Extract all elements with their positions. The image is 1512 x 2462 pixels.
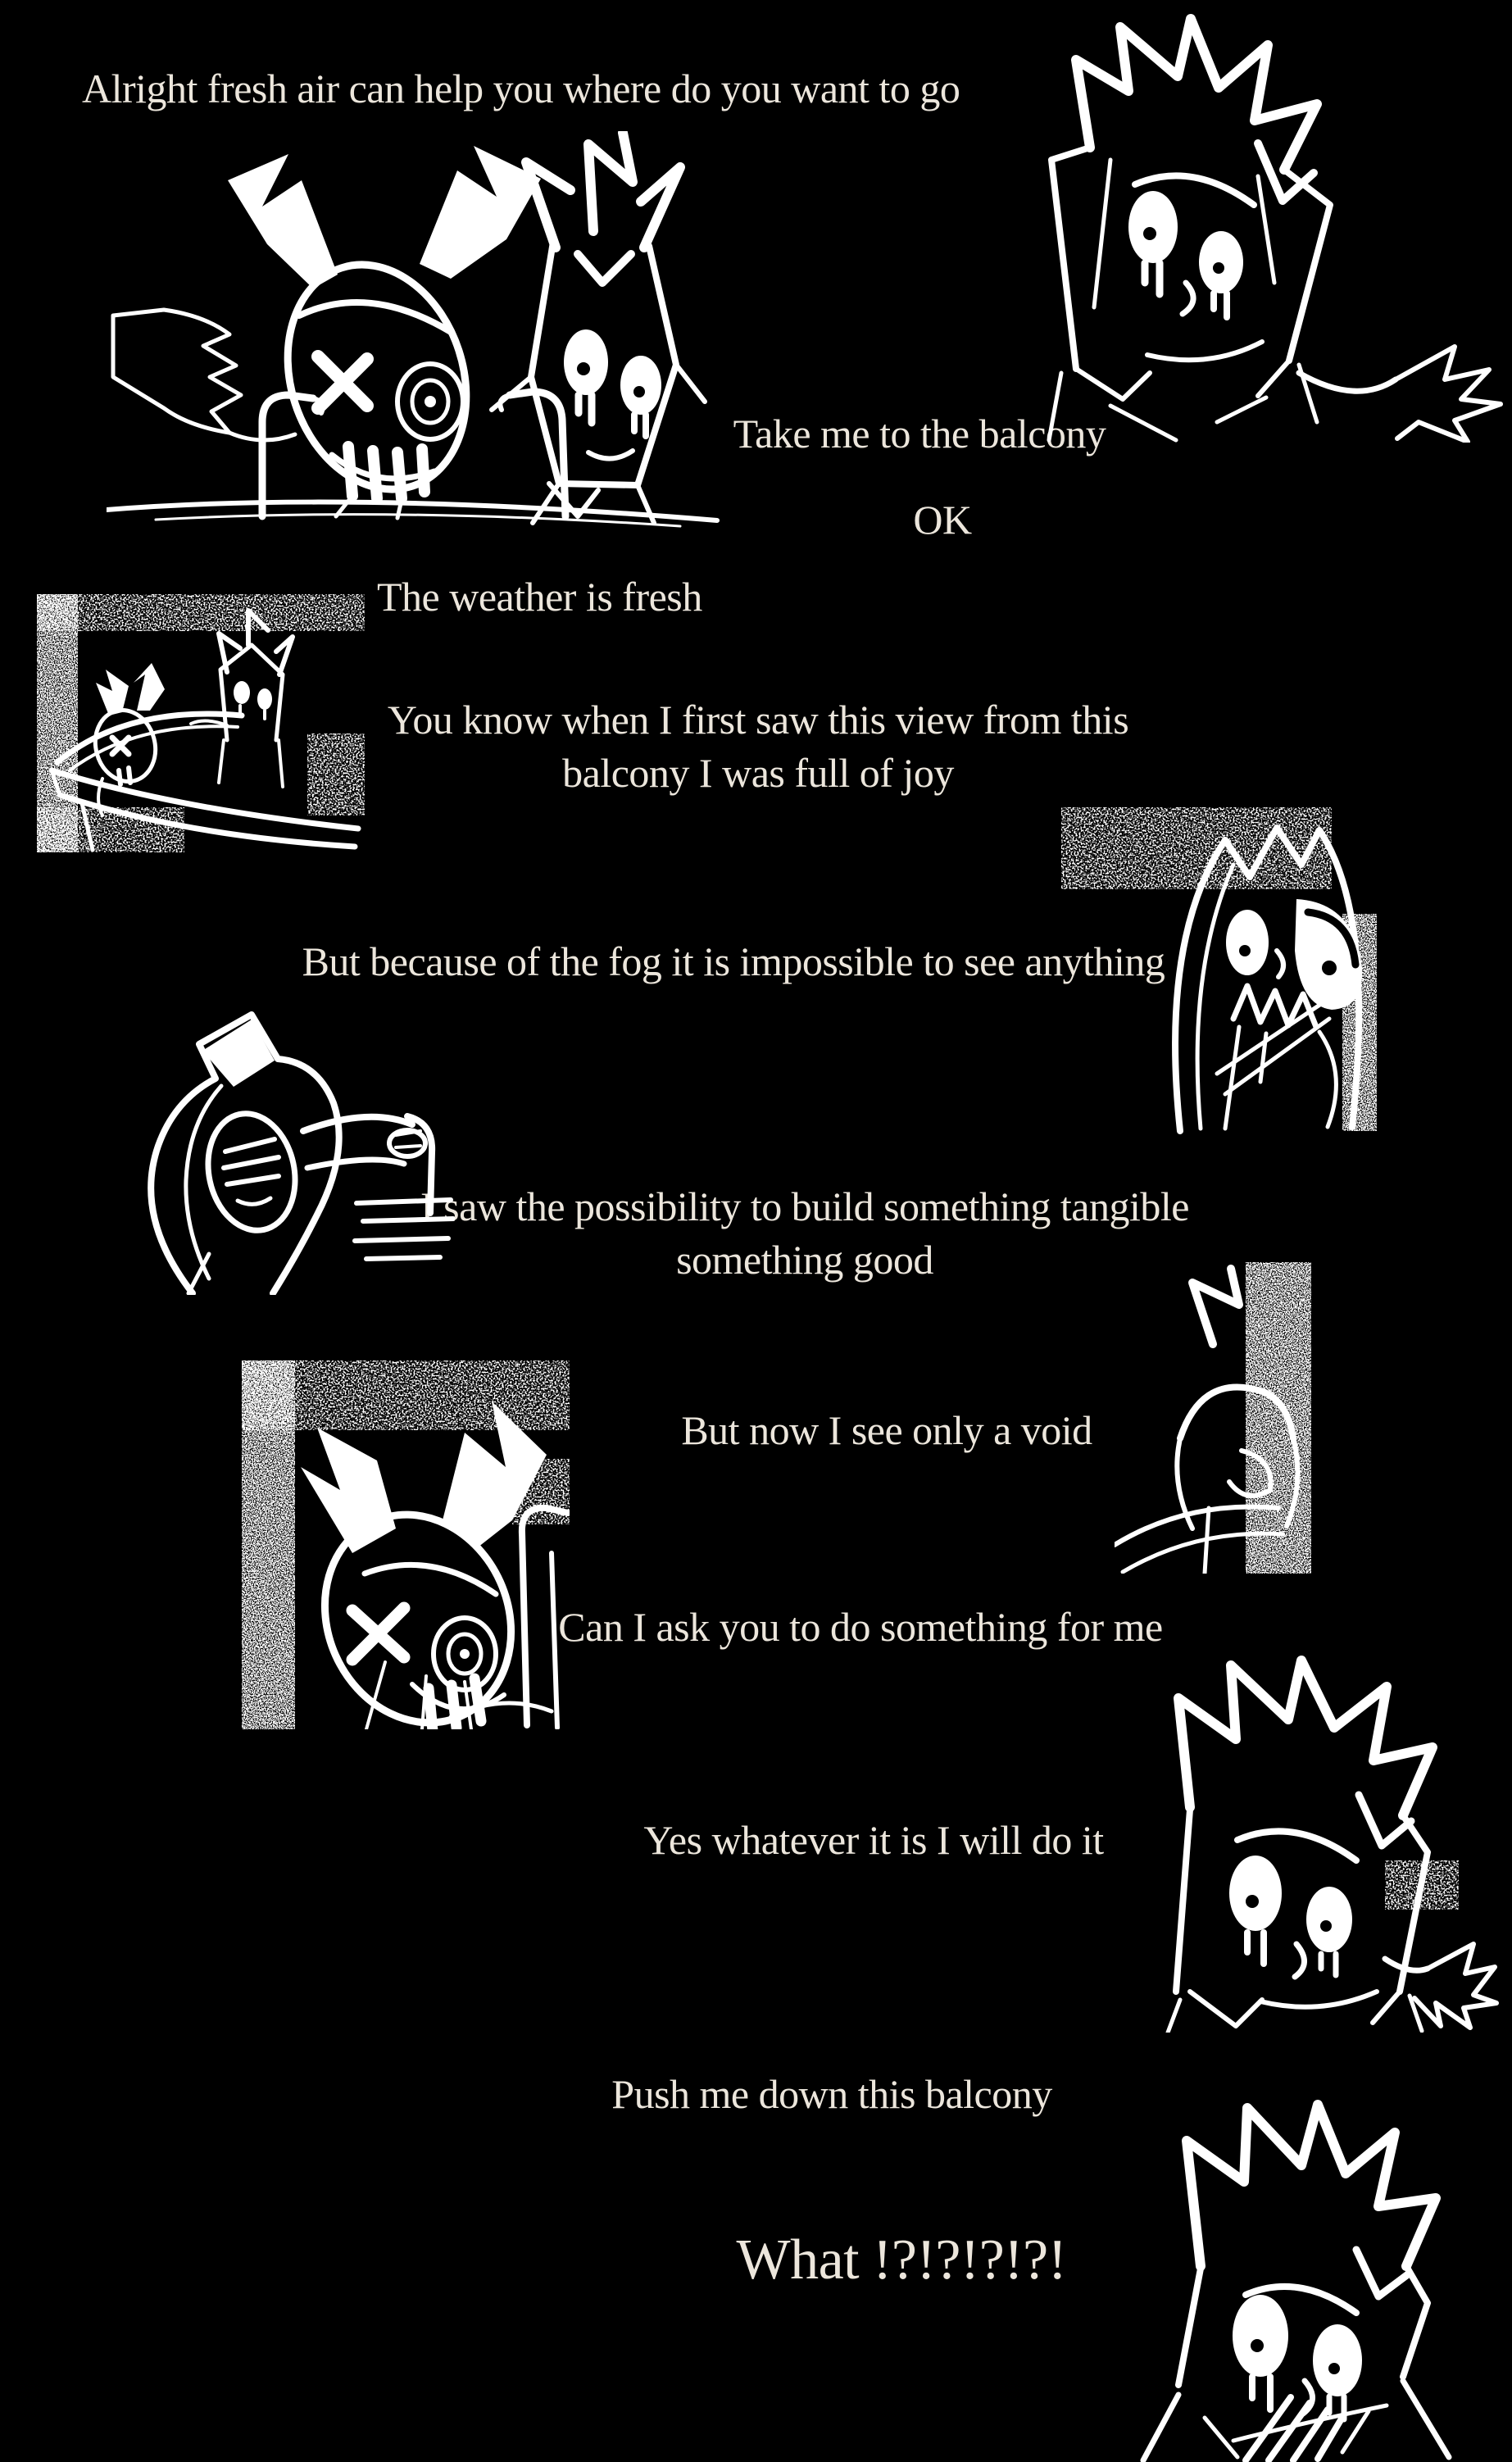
dialogue-possibility-build-line1: I saw the possibility to build something tangible bbox=[420, 1183, 1189, 1229]
drawing-balcony-scene bbox=[37, 594, 365, 852]
dialogue-now-void: But now I see only a void bbox=[681, 1407, 1092, 1453]
dialogue-weather-fresh: The weather is fresh bbox=[377, 574, 702, 620]
dialogue-take-me-balcony: Take me to the balcony bbox=[733, 411, 1106, 457]
dialogue-ok: OK bbox=[913, 497, 972, 543]
drawing-two-characters-talking bbox=[107, 131, 721, 533]
drawing-wheelchair-character bbox=[242, 1360, 570, 1729]
dialogue-opening-question: Alright fresh air can help you where do you want to go bbox=[82, 66, 960, 111]
dialogue-possibility-build bbox=[420, 1180, 1189, 1287]
drawing-character-over-railing bbox=[1115, 1262, 1311, 1574]
drawing-shocked-face bbox=[1123, 2090, 1492, 2462]
drawing-tall-character-gesturing bbox=[1012, 12, 1512, 443]
drawing-hooded-pusher bbox=[111, 1008, 455, 1295]
dialogue-first-saw-view bbox=[388, 693, 1128, 800]
dialogue-fog-impossible: But because of the fog it is impossible to see anything bbox=[302, 938, 1165, 984]
dialogue-can-i-ask: Can I ask you to do something for me bbox=[558, 1604, 1163, 1650]
drawing-face-closeup bbox=[1156, 807, 1377, 1135]
dialogue-first-saw-view-line2: balcony I was full of joy bbox=[562, 750, 954, 796]
dialogue-what-exclaim: What !?!?!?!?! bbox=[736, 2228, 1067, 2292]
dialogue-first-saw-view-line1: You know when I first saw this view from this bbox=[387, 697, 1129, 743]
dialogue-push-me-down: Push me down this balcony bbox=[611, 2071, 1052, 2117]
drawing-tall-character-arm-out bbox=[1139, 1647, 1500, 2033]
dialogue-yes-whatever: Yes whatever it is I will do it bbox=[643, 1817, 1104, 1863]
dialogue-possibility-build-line2: something good bbox=[676, 1237, 933, 1283]
